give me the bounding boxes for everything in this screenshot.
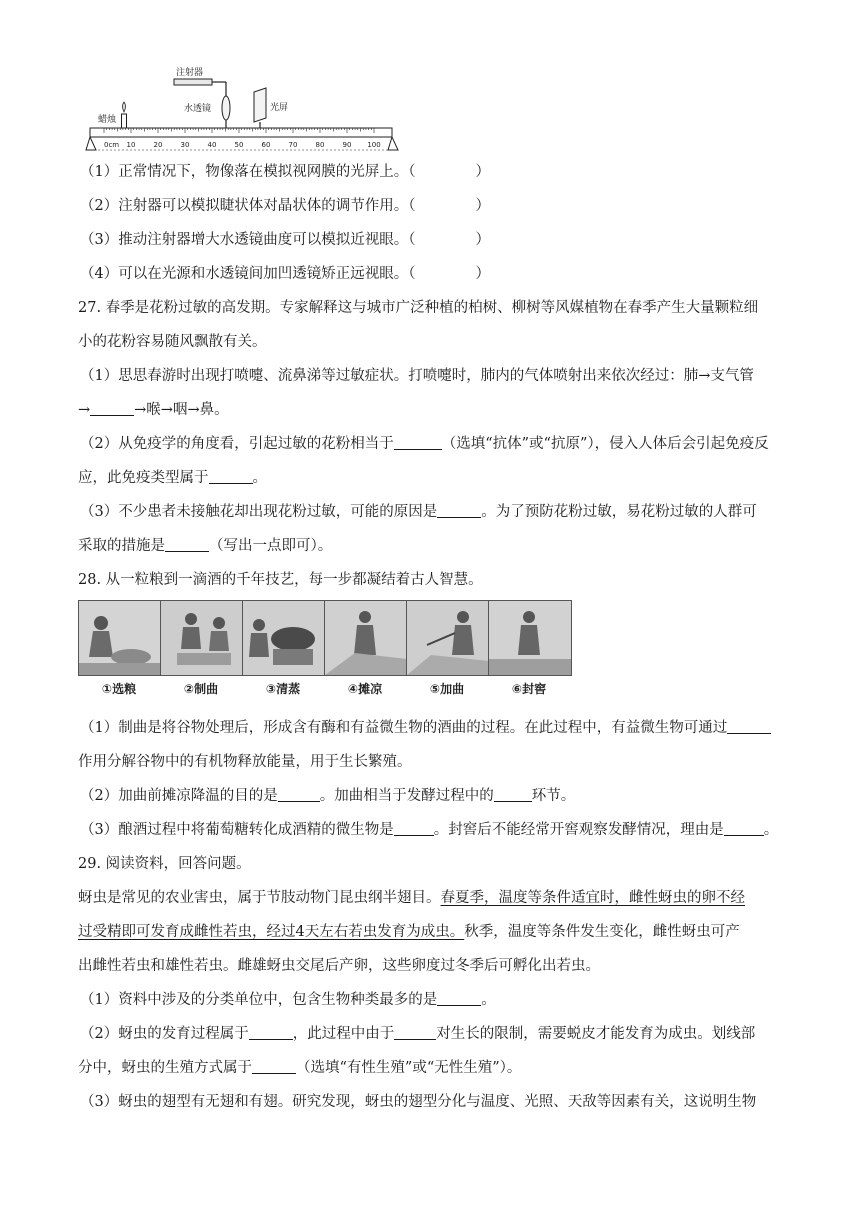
ruler-tick-label: 60 <box>261 141 271 149</box>
q28-p3: （3）酿酒过程中将葡萄糖转化成酒精的微生物是 。封窖后不能经常开窖观察发酵情况，理由是 。 <box>80 822 779 838</box>
q29-p1: （1）资料中涉及的分类单位中，包含生物种类最多的是 。 <box>80 992 496 1008</box>
q26-item-3: （3）推动注射器增大水透镜曲度可以模拟近视眼。（ ） <box>80 232 490 248</box>
answer-blank <box>437 991 481 1006</box>
step-label-1: ①选粮 <box>101 682 137 696</box>
answer-blank <box>394 435 442 450</box>
ruler-tick-label: 50 <box>234 141 244 149</box>
syringe-icon <box>174 79 212 85</box>
q26-item-2: （2）注射器可以模拟睫状体对晶状体的调节作用。（ ） <box>80 198 490 214</box>
q29-material-line2: 过受精即可发育成雌性若虫，经过4天左右若虫发育为成虫。秋季，温度等条件发生变化，雌性蚜虫可产 <box>78 924 740 940</box>
candle-icon <box>122 114 127 128</box>
ruler-tick-label: 10 <box>126 141 136 149</box>
q29-p3-line1: （3）蚜虫的翅型有无翅和有翅。研究发现，蚜虫的翅型分化与温度、光照、天敌等因素有关，这说明生物 <box>80 1094 757 1110</box>
q27-p1-line2: → →喉→咽→鼻。 <box>78 402 229 418</box>
answer-blank <box>249 1025 293 1040</box>
water-lens-icon <box>222 96 230 120</box>
step-label-2: ②制曲 <box>183 682 219 696</box>
q27-stem-line1: 27. 春季是花粉过敏的高发期。专家解释这与城市广泛种植的柏树、柳树等风媒植物在春季产生大量颗粒细 <box>78 300 759 316</box>
q27-p2-line1: （2）从免疫学的角度看，引起过敏的花粉相当于 （选填“抗体”或“抗原”），侵入人体后会引起免疫反 <box>80 436 769 452</box>
q27-p3-line2: 采取的措施是 （写出一点即可）。 <box>78 538 333 554</box>
step-illustration-4 <box>324 600 408 676</box>
answer-blank <box>165 537 209 552</box>
brewing-steps-figure <box>78 600 558 700</box>
answer-blank <box>494 787 532 802</box>
q29-p2-line2: 分中，蚜虫的生殖方式属于 （选填“有性生殖”或“无性生殖”）。 <box>78 1060 522 1076</box>
step-illustration-6 <box>488 600 572 676</box>
q28-p1-line1: （1）制曲是将谷物处理后，形成含有酶和有益微生物的酒曲的过程。在此过程中，有益微生物可通过 <box>80 718 790 738</box>
step-label-3: ③清蒸 <box>265 682 301 696</box>
ruler-tick-label: 0cm <box>104 141 120 149</box>
step-illustration-2 <box>160 600 244 676</box>
q26-item-4: （4）可以在光源和水透镜间加凹透镜矫正远视眼。（ ） <box>80 266 490 282</box>
water-lens-label: 水透镜 <box>184 104 212 114</box>
answer-blank <box>278 787 320 802</box>
optical-bench-figure <box>84 62 402 154</box>
step-illustration-5 <box>406 600 490 676</box>
ruler-tick-label: 70 <box>288 141 298 149</box>
ruler-tick-label: 30 <box>180 141 190 149</box>
candle-flame-icon <box>123 102 126 112</box>
candle-label: 蜡烛 <box>98 115 117 125</box>
step-label-4: ④摊凉 <box>347 682 383 696</box>
ruler-tick-label: 40 <box>207 141 217 149</box>
bench-foot-right <box>388 137 398 150</box>
ruler-tick-label: 100 <box>367 141 381 149</box>
q29-p2-line1: （2）蚜虫的发育过程属于 ，此过程中由于 对生长的限制，需要蜕皮才能发育为成虫。划线部 <box>80 1026 756 1042</box>
step-illustration-1 <box>78 600 162 676</box>
light-screen-icon <box>254 88 266 122</box>
q27-p3-line1: （3）不少患者未接触花却出现花粉过敏，可能的原因是 。为了预防花粉过敏，易花粉过敏的人群可 <box>80 504 757 520</box>
ruler-tick-labels <box>104 141 381 149</box>
step-label-5: ⑤加曲 <box>429 682 465 696</box>
ruler-tick-label: 90 <box>342 141 352 149</box>
q28-p2: （2）加曲前摊凉降温的目的是 。加曲相当于发酵过程中的 环节。 <box>80 788 576 804</box>
syringe-label: 注射器 <box>176 68 204 78</box>
q29-material-line1: 蚜虫是常见的农业害虫，属于节肢动物门昆虫纲半翅目。春夏季，温度等条件适宜时，雌性蚜虫的卵不经 <box>78 890 745 906</box>
light-screen-label: 光屏 <box>270 103 289 113</box>
q29-material-line3: 出雌性若虫和雄性若虫。雌雄蚜虫交尾后产卵，这些卵度过冬季后可孵化出若虫。 <box>78 958 600 974</box>
ruler-tick-label: 20 <box>153 141 163 149</box>
q27-p1-line1: （1）思思春游时出现打喷嚏、流鼻涕等过敏症状。打喷嚏时，肺内的气体喷射出来依次经过：肺→支气管 <box>80 368 754 384</box>
q28-p1-line2: 作用分解谷物中的有机物释放能量，用于生长繁殖。 <box>78 754 412 770</box>
bench-foot-left <box>86 137 96 150</box>
answer-blank <box>437 503 481 518</box>
q28-stem: 28. 从一粒粮到一滴酒的千年技艺，每一步都凝结着古人智慧。 <box>78 572 483 588</box>
step-label-6: ⑥封窖 <box>511 682 547 696</box>
ruler-tick-label: 80 <box>315 141 325 149</box>
q26-item-1: （1）正常情况下，物像落在模拟视网膜的光屏上。（ ） <box>80 164 490 180</box>
q27-stem-line2: 小的花粉容易随风飘散有关。 <box>78 334 267 350</box>
answer-blank <box>90 401 134 416</box>
step-illustration-3 <box>242 600 326 676</box>
answer-blank <box>724 821 764 836</box>
answer-blank <box>209 469 253 484</box>
q27-p2-line2: 应，此免疫类型属于 。 <box>78 470 267 486</box>
answer-blank <box>394 1025 436 1040</box>
answer-blank <box>394 821 434 836</box>
answer-blank <box>252 1059 296 1074</box>
answer-blank <box>727 719 771 734</box>
q29-stem: 29. 阅读资料，回答问题。 <box>78 856 251 872</box>
